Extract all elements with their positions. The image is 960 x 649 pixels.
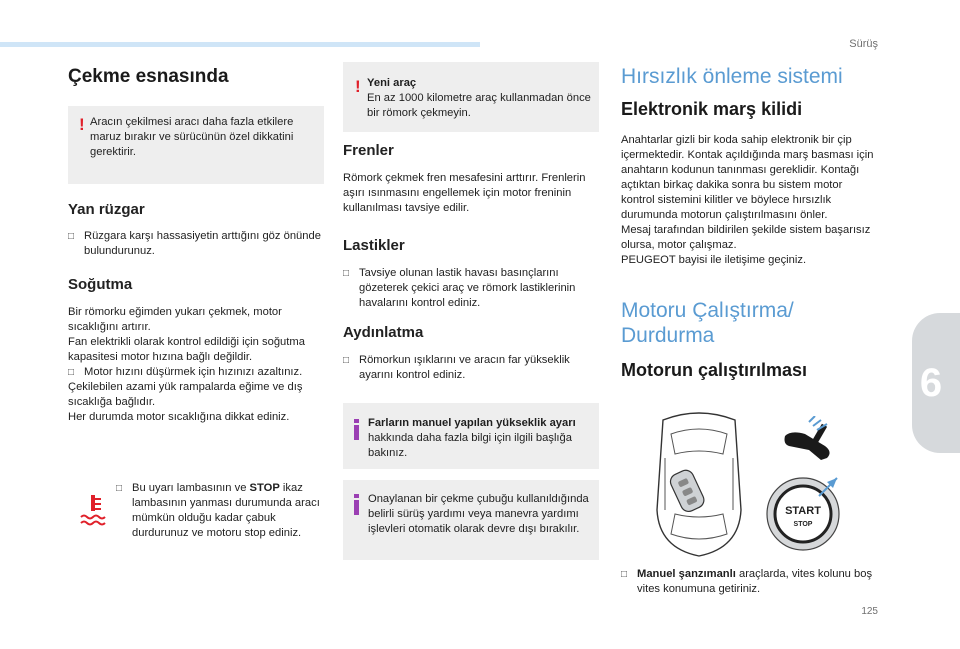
warning-text: Aracın çekilmesi aracı daha fazla etkilere maruz bırakır ve sürücünün özel dikkatini gerektirir. (90, 116, 294, 158)
chapter-number: 6 (919, 361, 943, 405)
new-car-title: Yeni araç (367, 77, 417, 89)
manual-gearbox-bullet: □ Manuel şanzımanlı araçlarda, vites kolunu boş vites konumuna getiriniz. (621, 568, 873, 595)
stop-label: STOP (793, 521, 813, 528)
coolant-temperature-warning-icon (78, 493, 108, 527)
immobiliser-title: Elektronik marş kilidi (621, 99, 803, 119)
info-icon (354, 494, 360, 515)
column-towing-checks (343, 62, 599, 535)
chapter-tab (912, 313, 960, 453)
lighting-bullet: □ Römorkun ışıklarını ve aracın far yükseklik ayarını kontrol ediniz. (343, 354, 570, 381)
bullet-icon: □ (343, 355, 350, 366)
anti-theft-title: Hırsızlık önleme sistemi (621, 65, 843, 88)
immobiliser-p2: Mesaj tarafından bildirilen şekilde sistem başarısız olursa, motor çalışmaz. (621, 224, 871, 251)
brakes-text: Römork çekmek fren mesafesini arttırır. Frenlerin aşırı ısınmasını engellemek için motor freninin kullanılması tavsiye edilir. (343, 172, 586, 214)
header-accent-bar (0, 42, 480, 47)
lighting-title: Aydınlatma (343, 324, 424, 341)
cooling-p3: Çekilebilen azami yük rampalarda eğime ve dış sıcaklığa bağlıdır. (68, 381, 303, 408)
immobiliser-p3: PEUGEOT bayisi ile iletişime geçiniz. (621, 254, 807, 266)
section-label: Sürüş (849, 38, 878, 50)
immobiliser-p1: Anahtarlar gizli bir koda sahip elektronik bir çip içermektedir. Kontak açıldığında marş basması için anahtarın kodunun tanınması gereklidir. Kontağı açtıktan birkaç dakika sonra bu sistem motor kontrol sistemini kilitler ve böylece hırsızlık durumunda motorun çalıştırılmasını önler. (621, 134, 874, 221)
start-label: START (785, 505, 821, 517)
bullet-icon: □ (621, 569, 628, 580)
cooling-p4: Her durumda motor sıcaklığına dikkat ediniz. (68, 411, 290, 423)
warning-icon: ! (355, 77, 361, 96)
tyres-bullet: □ Tavsiye olunan lastik havası basınçlarını gözeterek çekici araç ve römork lastiklerinin havalarını kontrol ediniz. (343, 267, 576, 309)
bullet-icon: □ (68, 231, 75, 242)
crosswind-bullet: □ Rüzgara karşı hassasiyetin arttığını göz önünde bulundurunuz. (68, 230, 321, 257)
info-headlamp-text: Farların manuel yapılan yükseklik ayarı hakkında daha fazla bilgi için ilgili başlığa bakınız. (368, 417, 576, 459)
foot-on-pedal-icon (781, 416, 837, 466)
cooling-p2: Fan elektrikli olarak kontrol edildiği için soğutma kapasitesi motor hızına bağlı değildir. (68, 336, 305, 363)
cooling-title: Soğutma (68, 276, 133, 293)
tyres-title: Lastikler (343, 237, 405, 254)
cooling-p1: Bir römorku eğimden yukarı çekmek, motor sıcaklığını artırır. (68, 306, 282, 333)
info-icon (354, 419, 360, 440)
bullet-icon: □ (116, 483, 123, 494)
starting-title: Motorun çalıştırılması (621, 360, 808, 380)
start-stop-title: Motoru Çalıştırma/ Durdurma (621, 299, 794, 347)
column-start (621, 62, 877, 595)
crosswind-title: Yan rüzgar (68, 201, 145, 218)
cooling-bullet: □ Motor hızını düşürmek için hızınızı azaltınız. (68, 366, 303, 378)
coolant-lamp-note (68, 481, 324, 541)
brakes-title: Frenler (343, 142, 394, 159)
column-towing (68, 62, 324, 539)
warning-icon: ! (79, 115, 85, 134)
info-towbar-text: Onaylanan bir çekme çubuğu kullanıldığında belirli sürüş yardımı veya manevra yardımı işlevleri otomatik olarak devre dışı bırakılır. (368, 493, 589, 535)
bullet-icon: □ (68, 367, 75, 378)
page-number: 125 (861, 606, 878, 617)
start-illustration (621, 410, 877, 560)
towing-title: Çekme esnasında (68, 66, 229, 87)
start-stop-button-icon (763, 474, 843, 554)
info-box-headlamp (343, 403, 599, 469)
new-car-text: En az 1000 kilometre araç kullanmadan önce bir römork çekmeyin. (367, 92, 591, 119)
warning-box-towing (68, 106, 324, 184)
info-box-towbar (343, 480, 599, 560)
bullet-icon: □ (343, 268, 350, 279)
coolant-lamp-bullet: □ Bu uyarı lambasının ve STOP ikaz lambasının yanması durumunda aracı mümkün olduğu kadar çabuk durdurunuz ve motoru stop ediniz. (116, 482, 320, 539)
warning-box-new-car (343, 62, 599, 132)
car-with-key-icon (649, 410, 749, 558)
